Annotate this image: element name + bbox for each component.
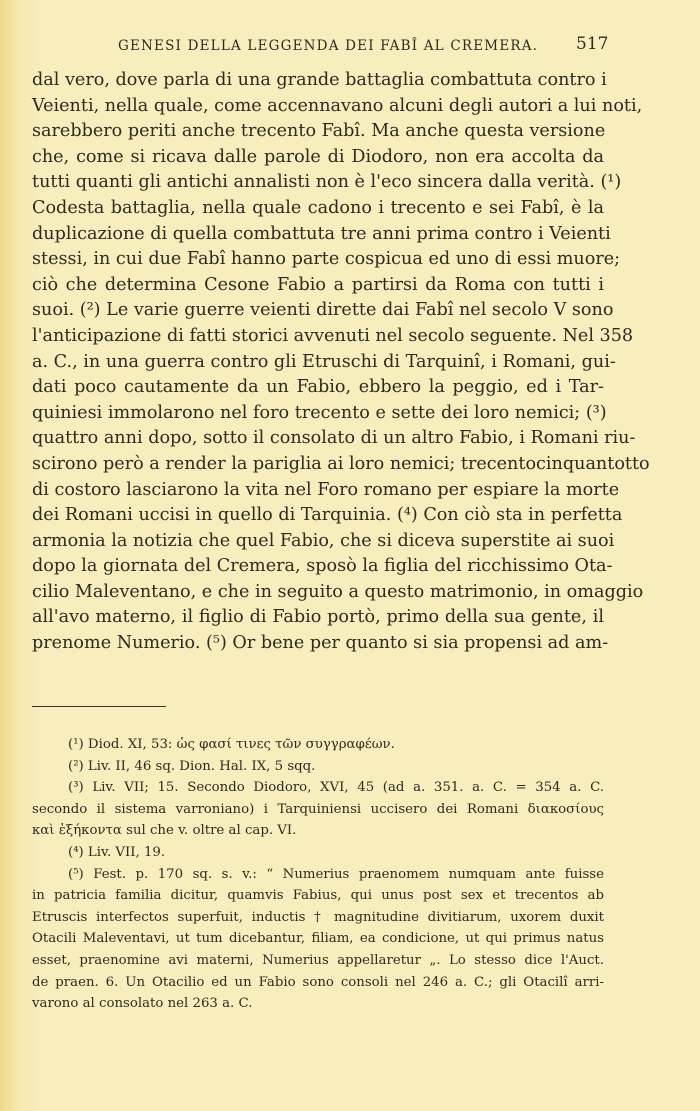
footnotes bbox=[32, 734, 604, 1015]
footnote-line: esset, praenomine avi materni, Numerius appellaretur „. Lo stesso dice l'Auct. bbox=[32, 952, 604, 968]
footnote-line: (¹) Diod. XI, 53: ὡς φασί τινες τῶν συγγραφέων. bbox=[68, 737, 395, 752]
footnote-line: secondo il sistema varroniano) i Tarquiniensi uccisero dei Romani διακοσίους bbox=[32, 801, 604, 817]
body-line: Veienti, nella quale, come accennavano alcuni degli autori a lui noti, bbox=[32, 95, 643, 116]
footnote-line: (³) Liv. VII; 15. Secondo Diodoro, XVI, 45 (ad a. 351. a. C. = 354 a. C. bbox=[68, 780, 604, 796]
body-line: Codesta battaglia, nella quale cadono i trecento e sei Fabî, è la bbox=[32, 197, 604, 218]
body-line: dati poco cautamente da un Fabio, ebbero la peggio, ed i Tar- bbox=[32, 377, 604, 398]
running-header: GENESI DELLA LEGGENDA DEI FABÎ AL CREMERA. bbox=[118, 38, 539, 54]
body-line: all'avo materno, il figlio di Fabio portò, primo della sua gente, il bbox=[32, 607, 604, 628]
footnote-line: in patricia familia dicitur, quamvis Fabius, qui unus post sex et trecentos ab bbox=[32, 888, 604, 904]
body-line: che, come si ricava dalle parole di Diodoro, non era accolta da bbox=[32, 146, 604, 167]
body-line: tutti quanti gli antichi annalisti non è l'eco sincera dalla verità. (¹) bbox=[32, 172, 622, 193]
footnote-line: καὶ ἑξήκοντα sul che v. oltre al cap. VI. bbox=[32, 823, 297, 839]
footnote-line: varono al consolato nel 263 a. C. bbox=[32, 996, 253, 1012]
footnote-line: (⁵) Fest. p. 170 sq. s. v.: “ Numerius praenomem numquam ante fuisse bbox=[68, 866, 604, 882]
body-line: duplicazione di quella combattuta tre anni prima contro i Veienti bbox=[32, 223, 611, 244]
body-line: a. C., in una guerra contro gli Etruschi di Tarquinî, i Romani, gui- bbox=[32, 351, 616, 372]
footnote-line: (²) Liv. II, 46 sq. Dion. Hal. IX, 5 sqq. bbox=[68, 758, 316, 774]
body-line: quiniesi immolarono nel foro trecento e sette dei loro nemici; (³) bbox=[32, 402, 607, 423]
body-line: stessi, in cui due Fabî hanno parte cospicua ed uno di essi muore; bbox=[32, 249, 621, 270]
body-line: dei Romani uccisi in quello di Tarquinia. (⁴) Con ciò sta in perfetta bbox=[32, 505, 623, 526]
footnote-line: Otacili Maleventavi, ut tum dicebantur, filiam, ea condicione, ut qui primus natus bbox=[32, 931, 604, 947]
body-line: prenome Numerio. (⁵) Or bene per quanto si sia propensi ad am- bbox=[32, 633, 609, 654]
body-line: l'anticipazione di fatti storici avvenuti nel secolo seguente. Nel 358 bbox=[32, 325, 634, 346]
body-line: cilio Maleventano, e che in seguito a questo matrimonio, in omaggio bbox=[32, 581, 644, 602]
body-line: sarebbero periti anche trecento Fabî. Ma anche questa versione bbox=[32, 121, 606, 142]
footnote-line: de praen. 6. Un Otacilio ed un Fabio sono consoli nel 246 a. C.; gli Otacilî arri- bbox=[32, 974, 604, 990]
body-line: suoi. (²) Le varie guerre veienti dirette dai Fabî nel secolo V sono bbox=[32, 300, 614, 321]
body-line: ciò che determina Cesone Fabio a partirsi da Roma con tutti i bbox=[32, 274, 604, 295]
main-text bbox=[32, 68, 650, 657]
body-line: quattro anni dopo, sotto il consolato di un altro Fabio, i Romani riu- bbox=[32, 428, 636, 449]
body-line: armonia la notizia che quel Fabio, che si diceva superstite ai suoi bbox=[32, 530, 615, 551]
page-number: 517 bbox=[576, 34, 609, 54]
body-line: di costoro lasciarono la vita nel Foro romano per espiare la morte bbox=[32, 479, 620, 500]
body-line: dal vero, dove parla di una grande battaglia combattuta contro i bbox=[32, 70, 607, 90]
body-line: scirono però a render la pariglia ai loro nemici; trecentocinquantotto bbox=[32, 453, 650, 474]
footnote-line: Etruscis interfectos superfuit, inductis † magnitudine divitiarum, uxorem duxit bbox=[32, 909, 604, 925]
footnote-line: (⁴) Liv. VII, 19. bbox=[68, 844, 166, 860]
footnote-separator bbox=[32, 706, 166, 707]
body-line: dopo la giornata del Cremera, sposò la figlia del ricchissimo Ota- bbox=[32, 556, 613, 577]
